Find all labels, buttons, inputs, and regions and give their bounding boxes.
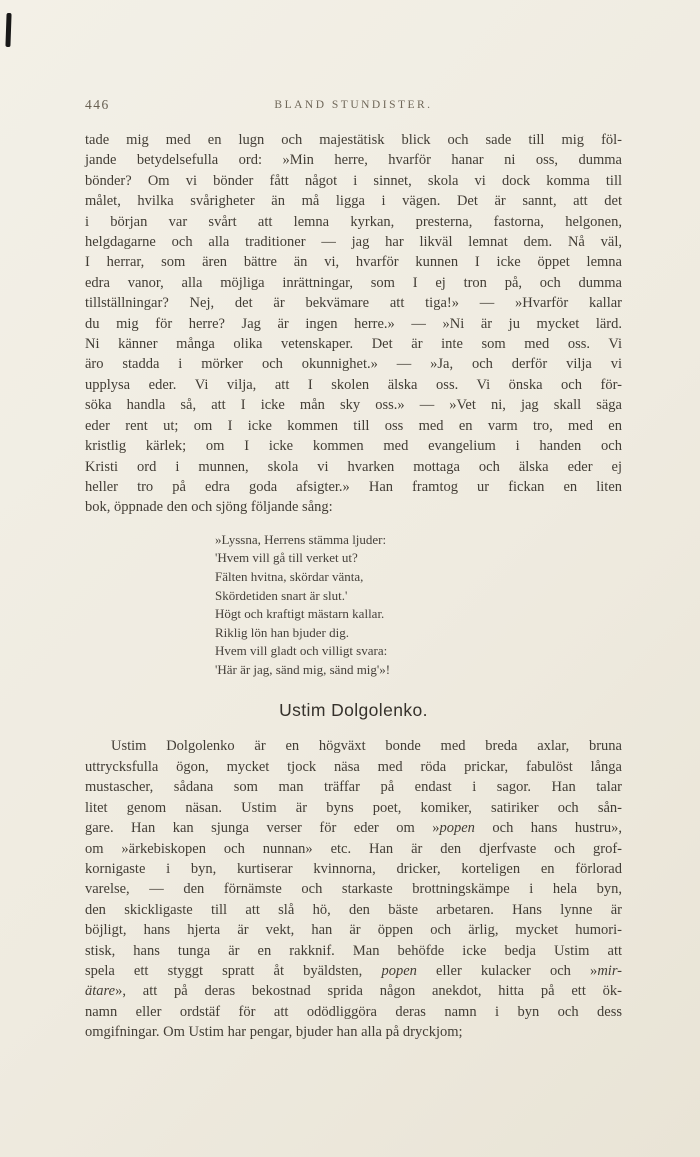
text-line: namn eller ordstäf för att odödliggöra deras namn i byn och dess [85, 1003, 622, 1020]
text-line: stisk, hans tunga är en rakknif. Man behöfde icke bedja Ustim att [85, 942, 622, 959]
text-line: edra vanor, alla möjliga inrättningar, som I ej tron på, och dumma [85, 274, 622, 291]
text-line: I herrar, som ären bättre än vi, hvarför kunnen I icke öppet lemna [85, 254, 622, 271]
text-line: böjligt, hans hjerta är vekt, han är öppen och ärlig, mycket humori- [85, 922, 622, 939]
text-line: »Lyssna, Herrens stämma ljuder: [215, 531, 387, 547]
scan-artifact-mark [5, 13, 11, 47]
text-line: kornigaste i byn, kurtiserar kvinnorna, dricker, korteligen en förlorad [85, 860, 622, 877]
paragraph-1 [85, 130, 622, 518]
text-line: varelse, — den förnämste och starkaste brottningskämpe i hela byn, [85, 881, 622, 898]
text-line [85, 961, 622, 981]
text-segment: eller kulacker och » [416, 962, 598, 979]
text-line: eder rent ut; om I icke kommen till oss med en varm tro, med en [85, 417, 622, 434]
text-line: Ni känner många olika vetenskaper. Det är inte som med oss. Vi [85, 336, 622, 353]
text-line: Riklig lön han bjuder dig. [215, 624, 349, 640]
text-segment: », att på deras bekostnad sprida någon anekdot, hitta på ett ök- [115, 983, 622, 1000]
paragraph-2 [85, 736, 622, 1042]
text-line: omgifningar. Om Ustim har pengar, bjuder han alla på dryckjom; [85, 1024, 463, 1041]
italic-text-segment: popen [439, 820, 475, 837]
page-number: 446 [85, 97, 110, 112]
text-line: Fälten hvitna, skördar vänta, [215, 568, 364, 584]
text-segment: och hans hustru», [474, 820, 622, 837]
text-line: upplysa eder. Vi vilja, att I skolen älska oss. Vi önska och för- [85, 376, 622, 393]
running-title: BLAND STUNDISTER. [274, 99, 433, 111]
text-segment: spela ett styggt spratt åt byäldsten, [85, 962, 382, 979]
text-line: äro stadda i mörker och okunnighet.» — »Ja, och derför vilja vi [85, 356, 622, 373]
text-line: Ustim Dolgolenko är en högväxt bonde med breda axlar, bruna [111, 738, 622, 755]
text-line: mustascher, sådana som man träffar på endast i sagor. Han talar [85, 779, 622, 796]
text-block [85, 97, 622, 1043]
text-line: jande betydelsefulla ord: »Min herre, hvarför hanar ni oss, dumma [85, 152, 622, 169]
running-header [85, 97, 622, 115]
poem-block [215, 531, 622, 680]
italic-text-segment: mir- [597, 962, 622, 979]
text-line [85, 981, 622, 1001]
text-line: kristlig kärlek; om I icke kommen med evangelium i handen och [85, 438, 622, 455]
text-line [85, 818, 622, 838]
text-line: Hvem vill gladt och villigt svara: [215, 643, 388, 659]
text-line: den skickligaste till att slå hö, den bäste arbetaren. Hans lynne är [85, 901, 622, 918]
italic-text-segment: ätare [85, 983, 116, 1000]
text-line: bönder? Om vi bönder fått något i sinnet, skola vi dock komma till [85, 172, 622, 189]
text-line: Kristi ord i munnen, skola vi hvarken mottaga och älska eder ej [85, 458, 622, 475]
text-line: uttrycksfulla ögon, mycket tjock näsa med röda prickar, fabulöst långa [85, 758, 622, 775]
text-line: tade mig med en lugn och majestätisk blick och sade till mig föl- [85, 132, 622, 148]
text-line: Högt och kraftigt mästarn kallar. [215, 606, 385, 622]
section-heading: Ustim Dolgolenko. [279, 700, 428, 721]
text-line: bok, öppnade den och sjöng följande sång: [85, 499, 333, 516]
text-line: du mig för herre? Jag är ingen herre.» — »Ni är ju mycket lärd. [85, 315, 622, 332]
text-line: 'Hvem vill gå till verket ut? [215, 550, 358, 566]
text-line: söka handla så, att I icke mån sky oss.» — »Vet ni, jag skall säga [85, 397, 622, 414]
text-line: helgdagarne och alla traditioner — jag har likväl lemnat dem. Nå väl, [85, 234, 622, 251]
text-line: tillställningar? Nej, det är bekvämare att tiga!» — »Hvarför kallar [85, 295, 622, 312]
text-line: litet genom näsan. Ustim är byns poet, komiker, satiriker och sån- [85, 799, 622, 816]
text-segment: gare. Han kan sjunga verser för eder om » [85, 820, 440, 837]
text-line: Skördetiden snart är slut.' [215, 587, 348, 603]
text-line: målet, hvilka svårigheter än må ligga i vägen. Det är sannt, att det [85, 193, 622, 210]
text-line: i början var svårt att lemna kyrkan, presterna, fastorna, helgonen, [85, 213, 622, 230]
text-line: om »ärkebiskopen och nunnan» etc. Han är den djerfvaste och grof- [85, 840, 622, 857]
italic-text-segment: popen [381, 962, 417, 979]
text-line: heller tro på edra goda afsigter.» Han framtog ur fickan en liten [85, 478, 622, 495]
text-line: 'Här är jag, sänd mig, sänd mig'»! [215, 661, 391, 677]
